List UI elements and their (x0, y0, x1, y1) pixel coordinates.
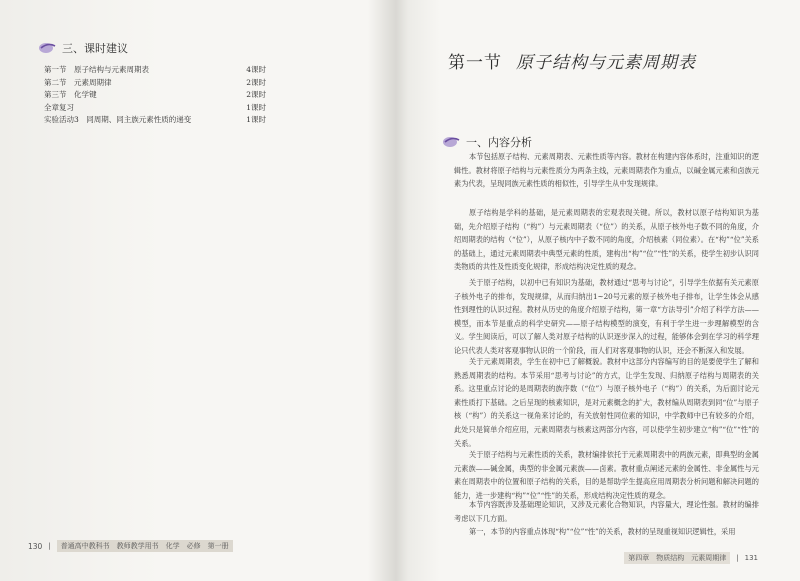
section-title: 一、内容分析 (466, 136, 532, 149)
row-item: 第一节 原子结构与元素周期表 (44, 65, 149, 74)
footer-divider: | (736, 554, 739, 562)
row-item: 全章复习 (44, 102, 74, 112)
right-footer (624, 552, 758, 564)
table-row (44, 102, 266, 115)
footer-divider: | (48, 542, 51, 550)
hours-table (44, 64, 266, 127)
left-footer (28, 540, 233, 552)
table-row (44, 114, 266, 127)
body-paragraph: 原子结构是学科的基础，是元素周期表的宏观表现关键。所以，教材以原子结构知识为基础，先介绍原子结构（“构”）与元素周期表（“位”）的关系，从原子核外电子数不同的角度，介绍周期表的结构（“位”），从原子核内中子数不同的角度，介绍核素（同位素）。在“构”“位”关系的基础上，通过元素周期表中典型元素的性质，建构出“构”“位”“性”的关系，使学生初步认识同类物质的共性及性质变化规律，形成结构决定性质的观念。 (454, 208, 759, 272)
section-title: 三、课时建议 (62, 42, 128, 55)
footer-chapter: 第四章 物质结构 元素周期律 (624, 552, 730, 564)
section-heading (442, 134, 532, 150)
table-row (44, 64, 266, 77)
left-page (0, 0, 396, 581)
footer-text: 普通高中教科书 教师教学用书 化学 必修 第一册 (57, 540, 233, 552)
section-heading (38, 40, 128, 56)
row-item: 实验活动3 同周期、同主族元素性质的递变 (44, 115, 192, 125)
row-item: 第三节 化学键 (44, 90, 97, 100)
body-paragraph: 关于原子结构，以初中已有知识为基础，教材通过“思考与讨论”，引导学生依据有关元素原子核外电子的排布，发现规律，从而归纳出1~20号元素的原子核外电子排布，让学生体会从感性到理性的认识过程。教材从历史的角度介绍原子结构，第一章“方法导引”介绍了科学方法——模型，而本节是重点的科学史研究——原子结构模型的演变，有利于学生进一步理解模型的含义。学生阅读后，可以了解人类对原子结构的认识逐步深入的过程，能够体会到在学习的科学理论只代表人类对客观事物认识的一个阶段，而人们对客观事物的认识，还会不断深入和发展。 (454, 278, 759, 355)
page-number: 131 (744, 554, 758, 562)
section-bullet-icon (442, 136, 460, 148)
table-row (44, 77, 266, 90)
row-hours: 1课时 (246, 115, 266, 125)
table-row (44, 89, 266, 102)
row-hours: 2课时 (246, 90, 266, 100)
body-paragraph: 本节包括原子结构、元素周期表、元素性质等内容。教材在构建内容体系时，注重知识的逻辑性。教材将原子结构与元素性质分为两条主线，元素周期表作为重点，以碱金属元素和卤族元素为代表，呈现同族元素性质的相似性，引导学生从中发现规律。 (454, 152, 759, 189)
row-hours: 1课时 (246, 102, 266, 112)
body-paragraph: 关于原子结构与元素性质的关系，教材编排依托于元素周期表中的两族元素，即典型的金属元素族——碱金属，典型的非金属元素族——卤素。教材重点阐述元素的金属性、非金属性与元素在周期表中的位置和原子结构的关系，目的是帮助学生提高应用周期表分析问题和解决问题的能力，进一步建构“构”“位”“性”的关系，形成结构决定性质的观念。 (454, 450, 759, 500)
right-page (404, 0, 800, 581)
body-paragraph: 第一，本节的内容重点体现“构”“位”“性”的关系，教材的呈现重视知识逻辑性，采用 (469, 527, 736, 536)
section-bullet-icon (38, 42, 56, 54)
row-hours: 4课时 (246, 65, 266, 74)
page-number: 130 (28, 541, 43, 551)
chapter-title-name: 原子结构与元素周期表 (516, 53, 696, 73)
chapter-title-number: 第一节 (448, 53, 502, 73)
body-paragraph: 本节内容既涉及基础理论知识，又涉及元素化合物知识，内容量大，理论性强。教材的编排考虑以下几方面。 (454, 500, 759, 523)
row-hours: 2课时 (246, 77, 266, 87)
chapter-title (448, 48, 696, 73)
body-paragraph: 关于元素周期表，学生在初中已了解概貌。教材中这部分内容编写的目的是要使学生了解和熟悉周期表的结构。本节采用“思考与讨论”的方式，让学生发现、归纳原子结构与周期表的关系。这里重点讨论的是周期表的族序数（“位”）与原子核外电子（“构”）的关系，为后面讨论元素性质打下基础。之后呈现的核素知识，是对元素概念的扩大，教材编从周期表到同“位”与原子核（“构”）的关系这一视角来讨论的，有关放射性同位素的知识，中学教师中已有较多的介绍，此处只是简单介绍应用，元素周期表与核素这两部分内容，可以使学生初步建立“构”“位”“性”的关系。 (454, 357, 759, 448)
row-item: 第二节 元素周期律 (44, 77, 112, 87)
